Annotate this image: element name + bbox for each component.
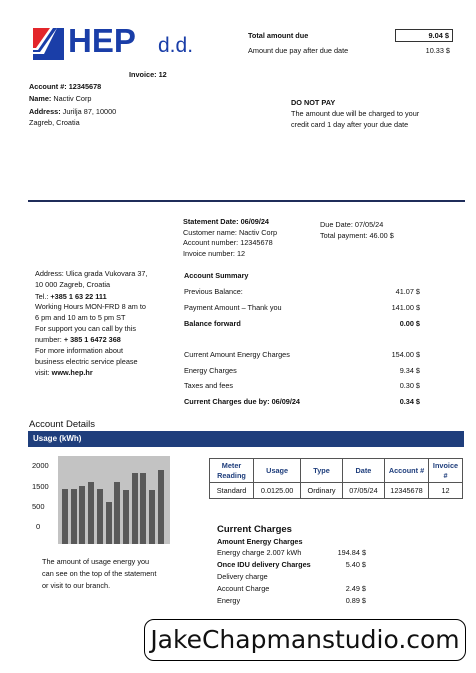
meter-reading-table: [209, 458, 463, 499]
balance-forward-value: 0.00 $: [399, 319, 420, 328]
statement-due-date: Due Date: 07/05/24: [320, 220, 384, 229]
watermark-banner: JakeChapmanstudio.com: [144, 619, 466, 661]
usage-bar: [149, 490, 155, 544]
company-phone: Tel.: +385 1 63 22 111: [35, 292, 107, 301]
charges-due-label: Current Charges due by: 06/09/24: [184, 397, 300, 406]
column-header: Meter Reading: [210, 459, 254, 483]
customer-address: Address: Jurilja 87, 10000: [29, 107, 117, 116]
y-tick-label: 2000: [32, 461, 49, 470]
notice-line-2: credit card 1 day after your due date: [291, 120, 409, 129]
company-hours-line-2: 6 pm and 10 am to 5 pm ST: [35, 313, 126, 322]
usage-bar-chart: [58, 456, 170, 544]
company-support-number: number: + 385 1 6472 368: [35, 335, 121, 344]
customer-name: Name: Nactiv Corp: [29, 94, 92, 103]
logo-suffix-text: d.d.: [158, 34, 194, 57]
table-cell: Ordinary: [301, 483, 343, 499]
after-due-value: 10.33 $: [425, 46, 450, 55]
usage-bar: [132, 473, 138, 544]
table-cell: 07/05/24: [342, 483, 384, 499]
logo-brand-text: HEP: [68, 22, 136, 59]
balance-forward-label: Balance forward: [184, 319, 241, 328]
y-tick-label: 1500: [32, 482, 49, 491]
table-cell: Standard: [210, 483, 254, 499]
taxes-value: 0.30 $: [399, 381, 420, 390]
header-divider: [28, 200, 465, 202]
company-address-line-1: Address: Ulica grada Vukovara 37,: [35, 269, 148, 278]
charge-item-label: Once IDU delivery Charges: [217, 560, 311, 569]
usage-bar: [106, 502, 112, 544]
customer-city: Zagreb, Croatia: [29, 118, 80, 127]
invoice-number-label: Invoice: 12: [129, 70, 167, 79]
table-header-row: [210, 459, 463, 483]
table-cell: 12345678: [385, 483, 429, 499]
usage-note-line-2: can see on the top of the statement: [42, 569, 157, 578]
column-header: Usage: [254, 459, 301, 483]
usage-bar: [71, 489, 77, 544]
column-header: Type: [301, 459, 343, 483]
payment-amount-label: Payment Amount – Thank you: [184, 303, 282, 312]
charge-item-value: 0.89 $: [345, 596, 366, 605]
table-cell: 0.0125.00: [254, 483, 301, 499]
y-tick-label: 0: [36, 522, 41, 531]
charge-item-label: Delivery charge: [217, 572, 268, 581]
notice-line-1: The amount due will be charged to your: [291, 109, 420, 118]
usage-bar: [88, 482, 94, 544]
charge-item-label: Account Charge: [217, 584, 270, 593]
statement-total-payment: Total payment: 46.00 $: [320, 231, 394, 240]
energy-charges-label: Energy Charges: [184, 366, 237, 375]
previous-balance-label: Previous Balance:: [184, 287, 243, 296]
summary-title: Account Summary: [184, 271, 249, 280]
y-tick-label: 500: [32, 502, 45, 511]
company-website: visit: www.hep.hr: [35, 368, 93, 377]
previous-balance-value: 41.07 $: [395, 287, 420, 296]
column-header: Invoice #: [429, 459, 463, 483]
usage-bar: [62, 489, 68, 544]
hep-logo-icon: [30, 28, 64, 60]
usage-bar: [140, 473, 146, 544]
statement-invoice-number: Invoice number: 12: [183, 249, 246, 258]
column-header: Account #: [385, 459, 429, 483]
statement-customer-name: Customer name: Nactiv Corp: [183, 228, 278, 237]
taxes-label: Taxes and fees: [184, 381, 234, 390]
usage-bar: [79, 486, 85, 544]
current-charges-subtitle: Amount Energy Charges: [217, 537, 303, 546]
table-row: [210, 483, 463, 499]
statement-account-number: Account number: 12345678: [183, 238, 273, 247]
account-details-title: Account Details: [29, 419, 96, 430]
usage-bar: [158, 470, 164, 544]
statement-date: Statement Date: 06/09/24: [183, 217, 269, 226]
company-info-line-2: business electric service please: [35, 357, 138, 366]
charges-due-value: 0.34 $: [399, 397, 420, 406]
do-not-pay-title: DO NOT PAY: [291, 98, 336, 107]
company-hours-line-1: Working Hours MON-FRD 8 am to: [35, 302, 146, 311]
current-charges-title: Current Charges: [217, 524, 292, 535]
usage-note-line-3: or visit to our branch.: [42, 581, 111, 590]
company-address-line-2: 10 000 Zagreb, Croatia: [35, 280, 111, 289]
usage-note-line-1: The amount of usage energy you: [42, 557, 150, 566]
charge-item-value: 5.40 $: [345, 560, 366, 569]
after-due-label: Amount due pay after due date: [248, 46, 349, 55]
payment-amount-value: 141.00 $: [391, 303, 420, 312]
company-info-line-1: For more information about: [35, 346, 124, 355]
account-number: Account #: 12345678: [29, 82, 102, 91]
column-header: Date: [342, 459, 384, 483]
charge-item-value: 194.84 $: [337, 548, 366, 557]
energy-charges-value: 9.34 $: [399, 366, 420, 375]
company-support-line: For support you can call by this: [35, 324, 136, 333]
usage-kwh-bar: Usage (kWh): [28, 431, 464, 447]
charge-item-label: Energy charge 2.007 kWh: [217, 548, 302, 557]
charge-item-value: 2.49 $: [345, 584, 366, 593]
usage-bar: [97, 489, 103, 544]
usage-bar: [123, 490, 129, 544]
total-amount-label: Total amount due: [248, 31, 309, 40]
current-energy-label: Current Amount Energy Charges: [184, 350, 290, 359]
total-amount-value: 9.04 $: [395, 29, 453, 42]
charge-item-label: Energy: [217, 596, 241, 605]
usage-bar: [114, 482, 120, 544]
current-energy-value: 154.00 $: [391, 350, 420, 359]
table-cell: 12: [429, 483, 463, 499]
